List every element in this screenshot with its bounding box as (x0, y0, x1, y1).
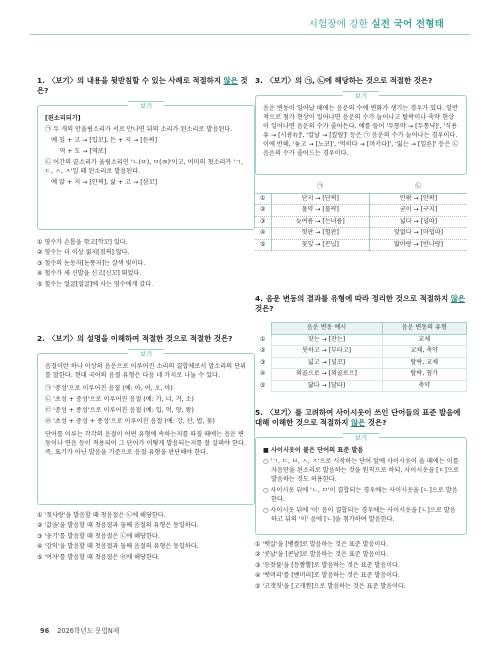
choice-1[interactable]: ① '뱃살'을 [밷쌀]로 발음하는 것은 표준 발음이다. (255, 540, 389, 548)
choice-1[interactable]: ① 영수가 손톱을 깎고[깍꼬] 있다. (37, 238, 128, 246)
table-row[interactable]: ① 잣는 → [잔는] 교체 (255, 334, 467, 346)
choice-3[interactable]: ③ '웅기'를 발음할 때 첫음절은 ㉡에 해당한다. (37, 532, 160, 540)
box-line: ○ 사이시옷 뒤에 'ㄴ, ㅁ'이 결합되는 경우에는 사이시옷을 [ㄴ]으로 발음한다. (263, 486, 458, 503)
table-row[interactable]: ② 붓하고 → [부타고] 교체, 축약 (255, 346, 467, 358)
question-4-table (255, 322, 467, 392)
table-row[interactable]: ① 단지 → [단찌] 안팎 → [안팍] (255, 193, 467, 205)
choice-4[interactable]: ④ '감익'을 발음할 때 첫음절과 둘째 음절의 유형은 동일하다. (37, 543, 199, 551)
box-subhead: [된소리되기] (45, 114, 81, 122)
box-outro: 단어를 이루는 각각의 음절이 어떤 유형에 속하는지를 따질 때에는 음운 변동이나 연음 등이 적용되어 그 단어가 어떻게 발음되는지를 잘 살펴야 한다. 즉, 표기가 아닌 발음을 기준으로 음절 유형을 판단해야 한다. (45, 430, 246, 456)
box-tag: 보기 (128, 101, 164, 111)
box-tag: 보기 (343, 91, 379, 101)
box-text: 음운 변동이 일어날 때에는 음운의 수에 변화가 생기는 경우가 있다. 일반적으로 첨가 현상이 일어나면 음운의 수가 늘어나고 탈락이나 축약 현상이 일어나면 음운의 수가 줄어든다. 예를 들어 '두통약 → [두통냑]', '식용유 → [시굥뉴]', '칼날 → [칼랄]' 등은 ㉠ 음운의 수가 늘어나는 경우이다. 이에 반해, '놓고 → [노코]', '먹히다 → [머키다]', '잃는 → [일른]' 등은 ㉡ 음운의 수가 줄어드는 경우이다. (263, 104, 459, 157)
choice-2[interactable]: ② '콧날'을 [콘날]로 발음하는 것은 표준 발음이다. (255, 551, 389, 559)
table-row[interactable]: ④ 헛판 → [헐판] 맞없다 → [마덥따] (255, 228, 467, 240)
question-1 (37, 76, 255, 289)
choice-2[interactable]: ② 영수는 더 이상 젊지[점찌] 않다. (37, 249, 130, 257)
header-rule (30, 34, 470, 35)
table-row[interactable]: ③ 넓고 → [널꼬] 탈락, 교체 (255, 357, 467, 369)
syllable-type: ㉢ '중성 + 종성'으로 이루어진 음절 (예: 입, 억, 양, 왕) (45, 406, 194, 414)
box-line: ○ 'ㄱ, ㄷ, ㅂ, ㅅ, ㅈ'으로 시작하는 단어 앞에 사이시옷이 올 때에는 이를 자음만을 된소리로 발음하는 것을 원칙으로 하되, 사이시옷을 [ㄷ]으로 발음하는 것도 허용한다. (263, 457, 459, 483)
question-2-box (37, 349, 255, 505)
box-intro: 음절이란 하나 이상의 음운으로 이루어진 소리의 결합체로서 말소리의 단위를 말한다. 현대 국어의 음절 유형은 다음 네 가지로 나눌 수 있다. (45, 362, 247, 379)
syllable-type: ㉡ '초성 + 중성'으로 이루어진 음절 (예: 가, 너, 거, 소) (45, 395, 194, 403)
question-5-box (255, 433, 467, 535)
page-number: 96 (40, 627, 50, 636)
choice-2[interactable]: ② '값을'을 발음할 때 첫음절과 둘째 음절의 유형은 동일하다. (37, 522, 199, 530)
page-header (0, 14, 500, 38)
question-5-title: 5. 〈보기〉를 고려하여 사이시옷이 쓰인 단어들의 표준 발음에 대해 이해한 것으로 적절하지 않은 것은? (255, 408, 461, 427)
choice-5[interactable]: ⑤ '여자'를 발음할 때 첫음절은 ㉣에 해당한다. (37, 553, 160, 561)
question-4 (255, 294, 467, 392)
box-tag: 보기 (343, 433, 379, 443)
table-header: 음운 변동의 유형 (382, 322, 466, 334)
choice-3[interactable]: ③ 철수의 눈동자[눈똥자]는 갈색 빛이다. (37, 259, 146, 267)
box-line: ㉡ 어간의 끝소리가 울림소리인 'ㄴ(ㄸ), ㅁ(ㄻ)'이고, 어미의 첫소리가 'ㄱ, ㄷ, ㅅ, ㅈ'일 때 된소리로 발음된다. (45, 158, 243, 175)
choice-3[interactable]: ③ '등잣불'을 [등짬뿔]로 발음하는 것은 표준 발음이다. (255, 561, 400, 569)
table-header (255, 182, 271, 193)
table-row[interactable]: ③ 늦여름 → [는녀름] 넓다 → [널따] (255, 216, 467, 228)
box-line: 예 앉 + 지 → [안찌], 삶 + 고 → [삼꼬] (45, 178, 158, 186)
table-header: ㉠ (271, 182, 369, 193)
book-title: 2026학년도 문법N제 (57, 627, 120, 636)
box-line: 예 잎 + 고 → [입꼬], 든 + 지 → [듣찌] (45, 136, 158, 144)
syllable-type: ㉠ '중성'으로 이루어진 음절 (예: 아, 어, 오, 야) (45, 384, 173, 392)
table-row[interactable]: ⑤ 닳다 → [달타] 축약 (255, 380, 467, 392)
syllable-type: ㉣ '초성 + 중성 + 종성'으로 이루어진 음절 (예: 강, 산, 밥, 꽃) (45, 417, 215, 425)
choice-5[interactable]: ⑤ 철수는 얼굴[얼굴]에 사는 영수에게 갔다. (37, 280, 154, 288)
choice-5[interactable]: ⑤ '고갯짓'을 [고개찓]으로 발음하는 것은 표준 발음이다. (255, 582, 406, 590)
table-row[interactable]: ② 물약 → [물략] 굳이 → [구지] (255, 205, 467, 217)
table-row[interactable]: ④ 외골으로 → [외골로으] 탈락, 첨가 (255, 369, 467, 381)
question-1-title: 1. 〈보기〉의 내용을 뒷받침할 수 있는 사례로 적절하지 않은 것은? (37, 76, 248, 95)
question-2-title: 2. 〈보기〉의 설명을 이해하여 적절한 것으로 적절한 것은? (37, 334, 233, 343)
choice-1[interactable]: ① '첫사랑'을 발음할 때 첫음절은 ㉡에 해당한다. (37, 511, 166, 519)
question-4-title: 4. 음운 변동의 결과를 유형에 따라 정리한 것으로 적절하지 않은 것은? (255, 294, 466, 313)
question-3-title: 3. 〈보기〉의 ㉠, ㉡에 해당하는 것으로 적절한 것은? (255, 76, 433, 85)
box-line: ○ 사이시옷 뒤에 '이' 음이 결합되는 경우에는 사이시옷을 [ㄴ]으로 발음하고 뒤의 '이' 음에 [ㄴ]을 첨가하여 발음한다. (263, 506, 456, 523)
box-line: 역 + 도 → [역또] (45, 147, 107, 155)
choice-4[interactable]: ④ 철수가 새 신발을 신고[신꼬] 뛰었다. (37, 270, 142, 278)
box-tag: 보기 (128, 349, 164, 359)
table-row[interactable]: ⑤ 꽃잎 → [꼰닙] 밟아랑 → [반나랑] (255, 239, 467, 251)
question-3-box (255, 91, 467, 175)
table-header: ㉡ (369, 182, 467, 193)
page-footer (40, 627, 119, 637)
question-3 (255, 76, 467, 251)
question-2 (37, 334, 255, 562)
question-1-box (37, 101, 255, 230)
choice-4[interactable]: ④ '뱃머리'를 [밴머리]로 발음하는 것은 표준 발음이다. (255, 572, 400, 580)
box-subhead: ■ 사이시옷이 붙은 단어의 표준 발음 (263, 446, 364, 454)
table-header: 음운 변동 예시 (271, 322, 382, 334)
series-title: 시험장에 강한 실전 국어 전형태 (308, 19, 444, 30)
box-line: ㉠ 두 개의 안울림소리가 서로 만나면 뒤의 소리가 된소리로 발음된다. (45, 125, 233, 133)
question-5 (255, 408, 467, 591)
question-3-table (255, 182, 467, 251)
